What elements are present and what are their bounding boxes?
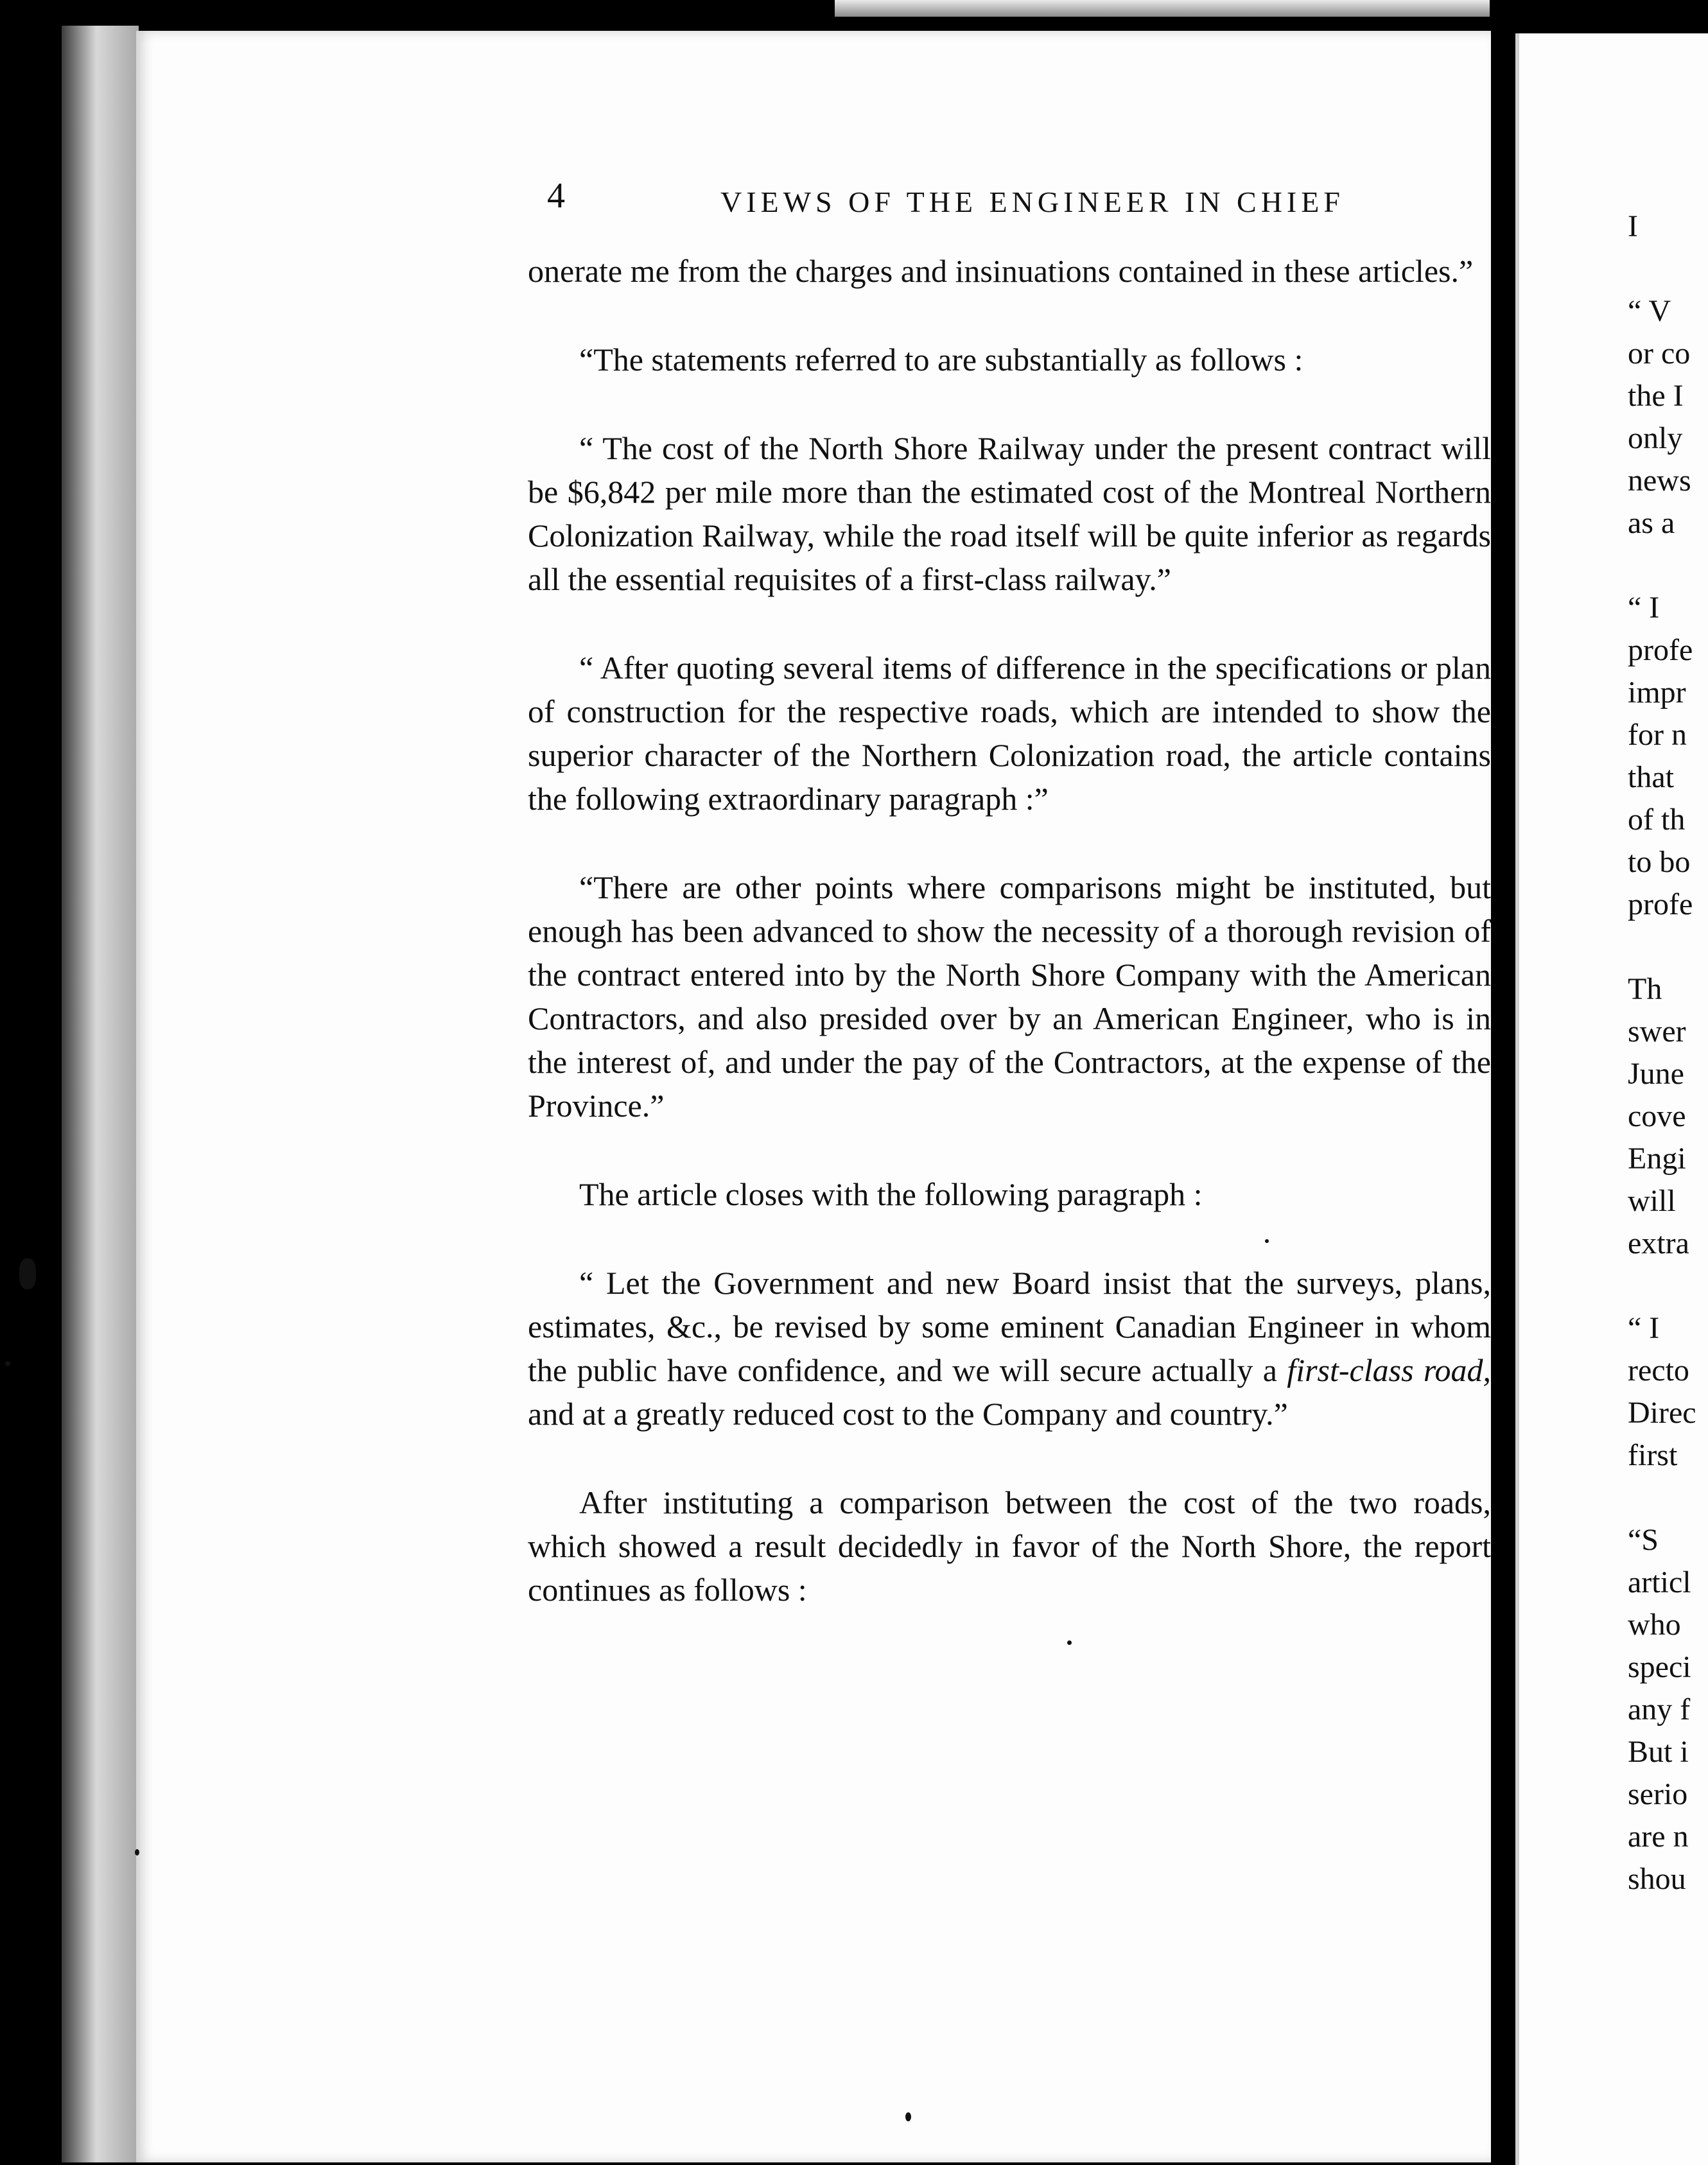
scan-speck [19, 1258, 36, 1289]
right-page-line: Engi [1628, 1142, 1686, 1176]
right-page-line: that [1628, 760, 1674, 794]
right-page-line: June [1628, 1057, 1684, 1091]
right-page-line: Direc [1628, 1396, 1696, 1430]
page-number: 4 [547, 176, 565, 216]
right-page-line: shou [1628, 1862, 1686, 1896]
right-page-line [1628, 544, 1708, 587]
paragraph-7 [528, 1261, 1491, 1436]
right-page-line: profe [1628, 633, 1693, 667]
right-page-line: who [1628, 1608, 1681, 1642]
right-page-line: will [1628, 1184, 1676, 1218]
right-page-line: But i [1628, 1735, 1689, 1769]
right-page-line: to bo [1628, 845, 1691, 879]
scan-speck [905, 2112, 911, 2121]
right-page-line: extra [1628, 1226, 1689, 1260]
paragraph-1: onerate me from the charges and insinuations contained in these articles.” [528, 253, 1474, 289]
body-text [528, 249, 1491, 1656]
right-page-line: or co [1628, 336, 1691, 370]
paragraph-2: “The statements referred to are substantially as follows : [579, 342, 1303, 378]
right-page-line: profe [1628, 887, 1693, 921]
right-page-line: “S [1628, 1523, 1659, 1557]
scan-speck [5, 1361, 10, 1366]
right-page-line: “ I [1628, 1311, 1660, 1345]
right-page-line: speci [1628, 1650, 1691, 1684]
right-page-line: articl [1628, 1565, 1691, 1599]
scan-speck [135, 1849, 139, 1856]
right-page-line: recto [1628, 1353, 1689, 1387]
right-page-text-fragment [1628, 205, 1708, 1900]
right-page-line: are n [1628, 1820, 1689, 1854]
right-page-line [1628, 248, 1708, 290]
right-page-line: first [1628, 1438, 1678, 1472]
left-page [136, 31, 1491, 2162]
paragraph-4: “ After quoting several items of difference in the specifications or plan of construction for the respective roads, which are intended to show the superior character of the Northern Colonization road, the article contains the following extraordinary paragraph :” [528, 650, 1491, 817]
right-page-line: the I [1628, 379, 1684, 413]
scan-speck [1265, 1239, 1269, 1243]
right-page-line: for n [1628, 718, 1687, 752]
right-page-line: any f [1628, 1692, 1691, 1726]
right-page-line: “ I [1628, 591, 1660, 625]
right-page-line: only [1628, 421, 1683, 455]
paragraph-7-emphasis: first-class road, [1287, 1352, 1492, 1388]
right-page-line: news [1628, 464, 1691, 498]
right-page-line: “ V [1628, 294, 1671, 328]
right-page-line: Th [1628, 972, 1662, 1006]
right-page-line: as a [1628, 506, 1675, 540]
top-page-edge [835, 0, 1490, 17]
paragraph-7-after: and at a greatly reduced cost to the Company and country.” [528, 1396, 1288, 1432]
right-page-line [1628, 1265, 1708, 1307]
paragraph-3: “ The cost of the North Shore Railway under the present contract will be $6,842 per mile more than the estimated cost of the Montreal Northern Colonization Railway, while the road itself will be quite inferior as regards all the essential requisites of a first-class railway.” [528, 430, 1491, 597]
paragraph-8: After instituting a comparison between the cost of the two roads, which showed a result decidedly in favor of the North Shore, the report continues as follows : [528, 1484, 1491, 1608]
right-page-line: of th [1628, 803, 1686, 837]
right-page-line: I [1628, 209, 1638, 243]
right-page-line [1628, 1477, 1708, 1519]
paragraph-5: “There are other points where comparisons might be instituted, but enough has been advanced to show the necessity of a thorough revision of the contract entered into by the North Shore Company with the American Contractors, and also presided over by an American Engineer, who is in the interest of, and under the pay of the Contractors, at the expense of the Province.” [528, 869, 1491, 1124]
paragraph-7-before: “ Let the Government and new Board insist that the surveys, plans, estimates, &c., be revised by some eminent Canadian Engineer in whom the public have confidence, and we will secure actually a [528, 1265, 1491, 1388]
book-binding-edge [62, 26, 139, 2162]
right-page-line: cove [1628, 1099, 1686, 1133]
running-head: VIEWS OF THE ENGINEER IN CHIEF [720, 186, 1345, 218]
right-page-line: swer [1628, 1014, 1686, 1048]
scan-speck [1067, 1640, 1072, 1645]
right-page-line: impr [1628, 675, 1686, 709]
right-page-line [1628, 926, 1708, 968]
right-page-line: serio [1628, 1777, 1688, 1811]
paragraph-6: The article closes with the following paragraph : [579, 1176, 1203, 1212]
